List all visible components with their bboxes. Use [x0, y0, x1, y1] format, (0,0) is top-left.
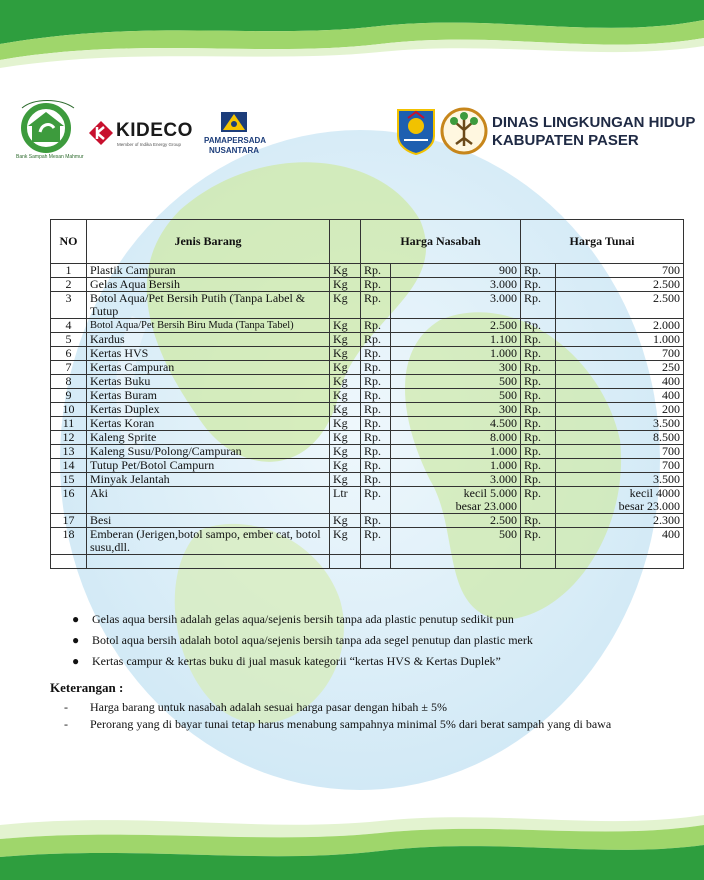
cell-no: 11	[51, 417, 87, 431]
cell-item: Kardus	[87, 333, 330, 347]
table-row	[51, 487, 684, 514]
cell-harga-tunai	[556, 347, 684, 361]
cell-item: Plastik Campuran	[87, 264, 330, 278]
bank-sampah-caption: Bank Sampah Mesan Mahmur	[16, 154, 84, 160]
header-no: NO	[51, 220, 87, 264]
table-row	[51, 514, 684, 528]
cell-currency: Rp.	[521, 375, 556, 389]
harga-nasabah-value: 3.000	[490, 291, 517, 305]
cell-empty	[330, 555, 361, 569]
cell-unit: Kg	[330, 473, 361, 487]
table-header-row	[51, 220, 684, 264]
cell-no: 2	[51, 278, 87, 292]
cell-unit: Kg	[330, 528, 361, 555]
header-harga-nasabah: Harga Nasabah	[361, 220, 521, 264]
cell-currency: Rp.	[521, 292, 556, 319]
cell-unit: Kg	[330, 375, 361, 389]
cell-harga-nasabah	[391, 459, 521, 473]
harga-tunai-value: 700	[662, 346, 680, 360]
cell-harga-nasabah	[391, 487, 521, 514]
cell-unit: Kg	[330, 264, 361, 278]
agency-name-line-2: KABUPATEN PASER	[492, 132, 639, 149]
harga-tunai-value: 2.300	[653, 513, 680, 527]
pama-emblem-icon	[219, 110, 249, 134]
keterangan-list	[64, 700, 694, 734]
dinas-lingkungan-hidup-logo	[394, 104, 696, 160]
cell-harga-tunai	[556, 445, 684, 459]
cell-no: 13	[51, 445, 87, 459]
cell-unit: Kg	[330, 278, 361, 292]
harga-tunai-value: 2.000	[653, 318, 680, 332]
cell-harga-tunai	[556, 473, 684, 487]
table-row	[51, 319, 684, 333]
table-row	[51, 445, 684, 459]
cell-unit: Ltr	[330, 487, 361, 514]
cell-currency: Rp.	[521, 514, 556, 528]
pama-line-1: PAMAPERSADA	[204, 136, 267, 145]
harga-nasabah-value: 500	[499, 527, 517, 541]
pama-line-2: NUSANTARA	[208, 146, 260, 155]
harga-tunai-value: 3.500	[653, 416, 680, 430]
note-item: ● Botol aqua bersih adalah botol aqua/sejenis bersih tanpa ada segel penutup dan plastic merk	[72, 633, 533, 647]
table-row	[51, 333, 684, 347]
environment-tree-icon	[440, 106, 488, 156]
cell-currency: Rp.	[521, 431, 556, 445]
cell-item: Botol Aqua/Pet Bersih Biru Muda (Tanpa Tabel)	[87, 319, 330, 333]
cell-currency: Rp.	[361, 333, 391, 347]
cell-currency: Rp.	[361, 278, 391, 292]
harga-nasabah-value: 8.000	[490, 430, 517, 444]
cell-currency: Rp.	[521, 403, 556, 417]
recycle-house-icon	[16, 98, 86, 154]
cell-currency: Rp.	[361, 389, 391, 403]
logo-bar	[14, 96, 696, 166]
cell-harga-tunai	[556, 417, 684, 431]
cell-currency: Rp.	[361, 459, 391, 473]
keterangan-item: - Perorang yang di bayar tunai tetap harus menabung sampahnya minimal 5% dari berat sampah yang di bawa	[64, 717, 612, 731]
cell-item: Tutup Pet/Botol Campurn	[87, 459, 330, 473]
cell-currency: Rp.	[521, 389, 556, 403]
cell-empty	[87, 555, 330, 569]
table-row	[51, 347, 684, 361]
cell-no: 7	[51, 361, 87, 375]
cell-item: Aki	[87, 487, 330, 514]
harga-tunai-value: 700	[662, 444, 680, 458]
harga-nasabah-value: 500	[499, 388, 517, 402]
cell-unit: Kg	[330, 389, 361, 403]
harga-nasabah-value: 3.000	[490, 277, 517, 291]
cell-item: Kertas Buku	[87, 375, 330, 389]
table-row-empty	[51, 555, 684, 569]
harga-nasabah-value: besar 23.000	[455, 499, 517, 513]
cell-item: Gelas Aqua Bersih	[87, 278, 330, 292]
note-item: ● Kertas campur & kertas buku di jual masuk kategorii “kertas HVS & Kertas Duplek”	[72, 654, 501, 668]
cell-harga-nasabah	[391, 403, 521, 417]
table-row	[51, 431, 684, 445]
cell-harga-nasabah	[391, 278, 521, 292]
harga-tunai-value: 2.500	[653, 277, 680, 291]
harga-nasabah-value: 900	[499, 263, 517, 277]
cell-no: 14	[51, 459, 87, 473]
harga-nasabah-value: 500	[499, 374, 517, 388]
cell-currency: Rp.	[361, 361, 391, 375]
cell-unit: Kg	[330, 361, 361, 375]
harga-nasabah-value: 1.000	[490, 444, 517, 458]
harga-tunai-value: 250	[662, 360, 680, 374]
harga-tunai-value: 2.500	[653, 291, 680, 305]
table-row	[51, 403, 684, 417]
harga-nasabah-value: 1.000	[490, 346, 517, 360]
cell-currency: Rp.	[521, 473, 556, 487]
price-table	[50, 219, 684, 569]
kideco-diamond-icon	[88, 120, 114, 146]
table-row	[51, 292, 684, 319]
harga-tunai-value: 400	[662, 388, 680, 402]
cell-unit: Kg	[330, 319, 361, 333]
cell-currency: Rp.	[361, 473, 391, 487]
cell-currency: Rp.	[521, 487, 556, 514]
cell-currency: Rp.	[361, 403, 391, 417]
harga-tunai-value: 1.000	[653, 332, 680, 346]
cell-harga-tunai	[556, 389, 684, 403]
cell-no: 8	[51, 375, 87, 389]
cell-currency: Rp.	[361, 375, 391, 389]
cell-item: Kertas HVS	[87, 347, 330, 361]
cell-harga-nasabah	[391, 431, 521, 445]
cell-currency: Rp.	[361, 319, 391, 333]
cell-harga-tunai	[556, 431, 684, 445]
cell-item: Kaleng Susu/Polong/Campuran	[87, 445, 330, 459]
cell-harga-tunai	[556, 487, 684, 514]
cell-empty	[556, 555, 684, 569]
cell-harga-tunai	[556, 514, 684, 528]
cell-unit: Kg	[330, 333, 361, 347]
cell-harga-nasabah	[391, 389, 521, 403]
cell-no: 1	[51, 264, 87, 278]
cell-unit: Kg	[330, 292, 361, 319]
cell-empty	[51, 555, 87, 569]
header-unit	[330, 220, 361, 264]
cell-harga-tunai	[556, 278, 684, 292]
cell-harga-nasabah	[391, 417, 521, 431]
cell-item: Kertas Buram	[87, 389, 330, 403]
bullet-dot-icon: ●	[72, 654, 80, 668]
pamapersada-logo	[204, 110, 267, 156]
cell-unit: Kg	[330, 417, 361, 431]
cell-harga-tunai	[556, 264, 684, 278]
harga-tunai-value: 700	[662, 458, 680, 472]
table-row	[51, 459, 684, 473]
cell-no: 18	[51, 528, 87, 555]
header-harga-tunai: Harga Tunai	[521, 220, 684, 264]
cell-item: Besi	[87, 514, 330, 528]
cell-currency: Rp.	[361, 514, 391, 528]
cell-currency: Rp.	[521, 347, 556, 361]
bullet-dot-icon: ●	[72, 633, 80, 647]
harga-tunai-value: 700	[662, 263, 680, 277]
cell-no: 12	[51, 431, 87, 445]
cell-harga-nasabah	[391, 347, 521, 361]
cell-no: 15	[51, 473, 87, 487]
cell-no: 6	[51, 347, 87, 361]
note-item: ● Gelas aqua bersih adalah gelas aqua/sejenis bersih tanpa ada plastic penutup sedikit pun	[72, 612, 514, 626]
cell-currency: Rp.	[361, 347, 391, 361]
header-item: Jenis Barang	[87, 220, 330, 264]
cell-currency: Rp.	[521, 333, 556, 347]
cell-unit: Kg	[330, 445, 361, 459]
table-row	[51, 278, 684, 292]
harga-nasabah-value: 2.500	[490, 318, 517, 332]
cell-harga-tunai	[556, 333, 684, 347]
cell-item: Botol Aqua/Pet Bersih Putih (Tanpa Label & Tutup	[87, 292, 330, 319]
cell-harga-tunai	[556, 361, 684, 375]
cell-no: 9	[51, 389, 87, 403]
cell-currency: Rp.	[521, 459, 556, 473]
cell-unit: Kg	[330, 347, 361, 361]
cell-harga-nasabah	[391, 375, 521, 389]
harga-nasabah-value: 1.100	[490, 332, 517, 346]
agency-name-line-1: DINAS LINGKUNGAN HIDUP	[492, 114, 696, 131]
cell-harga-tunai	[556, 459, 684, 473]
cell-harga-tunai	[556, 375, 684, 389]
cell-no: 3	[51, 292, 87, 319]
table-row	[51, 389, 684, 403]
paser-regency-crest-icon	[394, 106, 438, 156]
cell-harga-tunai	[556, 403, 684, 417]
table-row	[51, 361, 684, 375]
cell-harga-nasabah	[391, 264, 521, 278]
cell-currency: Rp.	[361, 445, 391, 459]
keterangan-title: Keterangan :	[50, 680, 124, 695]
harga-tunai-value: 8.500	[653, 430, 680, 444]
cell-harga-nasabah	[391, 292, 521, 319]
cell-item: Kertas Campuran	[87, 361, 330, 375]
table-row	[51, 473, 684, 487]
cell-currency: Rp.	[361, 431, 391, 445]
cell-currency: Rp.	[521, 445, 556, 459]
cell-currency: Rp.	[521, 417, 556, 431]
cell-currency: Rp.	[361, 417, 391, 431]
notes-list	[72, 612, 692, 675]
harga-nasabah-value: 300	[499, 360, 517, 374]
harga-nasabah-value: 300	[499, 402, 517, 416]
harga-tunai-value: kecil 4000	[629, 486, 680, 500]
cell-currency: Rp.	[521, 278, 556, 292]
bottom-wave-decoration	[0, 805, 704, 880]
cell-unit: Kg	[330, 514, 361, 528]
table-row	[51, 264, 684, 278]
harga-nasabah-value: 3.000	[490, 472, 517, 486]
kideco-subtitle: Member of Indika Energy Group	[117, 142, 182, 147]
cell-item: Kaleng Sprite	[87, 431, 330, 445]
cell-no: 5	[51, 333, 87, 347]
cell-currency: Rp.	[361, 528, 391, 555]
keterangan-item: - Harga barang untuk nasabah adalah sesuai harga pasar dengan hibah ± 5%	[64, 700, 448, 714]
cell-item: Emberan (Jerigen,botol sampo, ember cat, botol susu,dll.	[87, 528, 330, 555]
cell-harga-nasabah	[391, 514, 521, 528]
table-body	[51, 264, 684, 569]
cell-empty	[391, 555, 521, 569]
cell-currency: Rp.	[361, 487, 391, 514]
table-row	[51, 375, 684, 389]
harga-tunai-value: 400	[662, 374, 680, 388]
cell-harga-nasabah	[391, 445, 521, 459]
cell-item: Kertas Duplex	[87, 403, 330, 417]
top-wave-decoration	[0, 0, 704, 70]
harga-nasabah-value: 1.000	[490, 458, 517, 472]
cell-currency: Rp.	[521, 528, 556, 555]
cell-unit: Kg	[330, 459, 361, 473]
cell-currency: Rp.	[521, 264, 556, 278]
harga-nasabah-value: 2.500	[490, 513, 517, 527]
harga-nasabah-value: kecil 5.000	[463, 486, 517, 500]
table-row	[51, 417, 684, 431]
cell-harga-tunai	[556, 292, 684, 319]
cell-harga-nasabah	[391, 361, 521, 375]
cell-harga-nasabah	[391, 333, 521, 347]
kideco-wordmark: KIDECO	[116, 120, 193, 141]
harga-tunai-value: 200	[662, 402, 680, 416]
cell-currency: Rp.	[521, 319, 556, 333]
cell-unit: Kg	[330, 431, 361, 445]
cell-harga-tunai	[556, 528, 684, 555]
cell-unit: Kg	[330, 403, 361, 417]
cell-no: 10	[51, 403, 87, 417]
cell-no: 17	[51, 514, 87, 528]
harga-tunai-value: besar 23.000	[618, 499, 680, 513]
cell-item: Minyak Jelantah	[87, 473, 330, 487]
cell-no: 16	[51, 487, 87, 514]
cell-harga-nasabah	[391, 528, 521, 555]
harga-tunai-value: 400	[662, 527, 680, 541]
cell-harga-nasabah	[391, 319, 521, 333]
cell-harga-tunai	[556, 319, 684, 333]
harga-tunai-value: 3.500	[653, 472, 680, 486]
cell-currency: Rp.	[521, 361, 556, 375]
cell-currency: Rp.	[361, 264, 391, 278]
bullet-dot-icon: ●	[72, 612, 80, 626]
cell-no: 4	[51, 319, 87, 333]
bank-sampah-logo	[16, 98, 86, 164]
harga-nasabah-value: 4.500	[490, 416, 517, 430]
cell-harga-nasabah	[391, 473, 521, 487]
cell-item: Kertas Koran	[87, 417, 330, 431]
cell-currency: Rp.	[361, 292, 391, 319]
cell-empty	[361, 555, 391, 569]
cell-empty	[521, 555, 556, 569]
table-row	[51, 528, 684, 555]
agency-name	[492, 114, 695, 150]
kideco-logo	[88, 116, 198, 152]
